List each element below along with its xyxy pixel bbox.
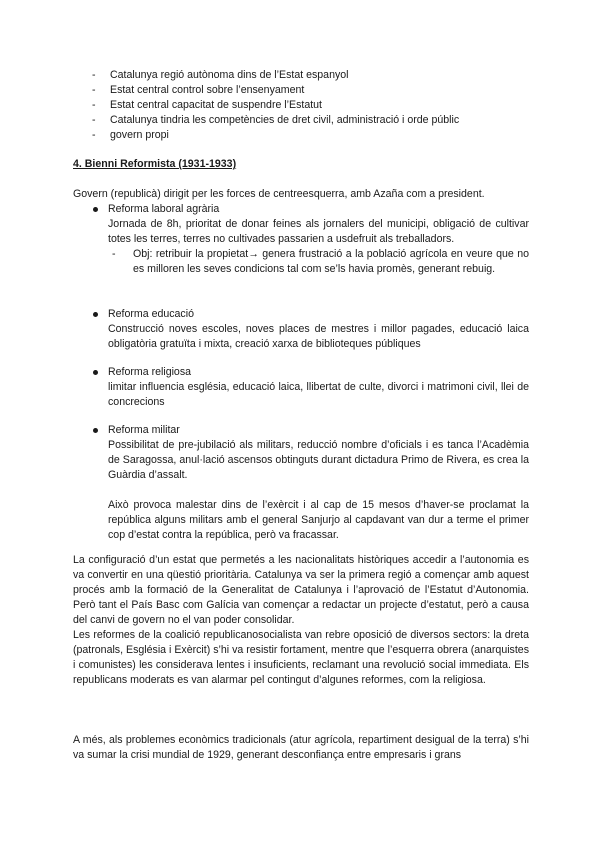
reform-educacio-title: Reforma educació [93, 307, 529, 322]
list-item: - Catalunya tindria les competències de dret civil, administració i orde públic [92, 113, 532, 128]
reform-religiosa [93, 365, 529, 410]
reform-educacio [93, 307, 529, 352]
opposition-paragraph: Les reformes de la coalició republicanosocialista van rebre oposició de diversos sectors: la dreta (patronals, Església i Exèrcit) s’hi va resistir fortament, mentre que l’esquerra obrera (anarquistes i comunistes) les considerava lentes i insuficients, reclamant una revolució social immediata. Els republicans moderats es van alarmar pel contingut d’algunes reformes, com la religiosa. [73, 629, 529, 686]
reform-agraria-objective: - Obj: retribuir la propietat→ genera frustració a la població agrícola en veure que no es milloren les seves condicions tal com se’ls havia promès, generant rebuig. [112, 247, 529, 277]
crisis-paragraph: A més, als problemes econòmics tradicionals (atur agrícola, repartiment desigual de la terra) s’hi va sumar la crisi mundial de 1929, generant desconfiança entre empresaris i grans [73, 734, 529, 761]
reform-educacio-body: Construcció noves escoles, noves places de mestres i millor pagades, educació laica obligatòria gratuïta i mixta, creació xarxa de biblioteques públiques [108, 323, 529, 350]
reform-militar [93, 423, 529, 543]
section-heading: 4. Bienni Reformista (1931-1933) [73, 158, 237, 170]
reform-agraria-body: Jornada de 8h, prioritat de donar feines als jornalers del municipi, obligació de cultivar totes les terres, terres no cultivades passarien a usdefruit als treballadors. [108, 218, 529, 245]
reform-religiosa-title: Reforma religiosa [93, 365, 529, 380]
statute-list [92, 68, 532, 143]
reform-militar-title: Reforma militar [93, 423, 529, 438]
list-item: - Estat central capacitat de suspendre l’Estatut [92, 98, 532, 113]
reform-religiosa-body: limitar influencia església, educació laica, llibertat de culte, divorci i matrimoni civil, llei de concrecions [108, 381, 529, 408]
list-item: - Catalunya regió autònoma dins de l’Estat espanyol [92, 68, 532, 83]
list-item: - govern propi [92, 128, 532, 143]
reform-militar-body: Possibilitat de pre-jubilació als militars, reducció nombre d’oficials i es tanca l’Acadèmia de Saragossa, anul·lació ascensos obtinguts durant dictadura Primo de Rivera, es crea la Guàrdia d’assalt. [108, 439, 529, 481]
reform-agraria-title: Reforma laboral agrària [93, 202, 529, 217]
reform-agraria [93, 202, 529, 277]
list-item: - Estat central control sobre l’ensenyament [92, 83, 532, 98]
reform-militar-consequence: Això provoca malestar dins de l’exèrcit i al cap de 15 mesos d’haver-se proclamat la república alguns militars amb el general Sanjurjo al capdavant van dur a terme el primer cop d’estat contra la república, però va fracassar. [108, 499, 529, 541]
autonomy-paragraph: La configuració d’un estat que permetés a les nacionalitats històriques accedir a l’autonomia es va convertir en una qüestió prioritària. Catalunya va ser la primera regió a començar amb aquest procés amb la formació de la Generalitat de Catalunya i l’aprovació de l’Estatut d’Autonomia. Però tant el País Basc com Galícia van començar a redactar un projecte d’estatut, però a causa del canvi de govern no el van poder consolidar. [73, 554, 529, 626]
intro-paragraph: Govern (republicà) dirigit per les forces de centreesquerra, amb Azaña com a president. [73, 188, 485, 200]
